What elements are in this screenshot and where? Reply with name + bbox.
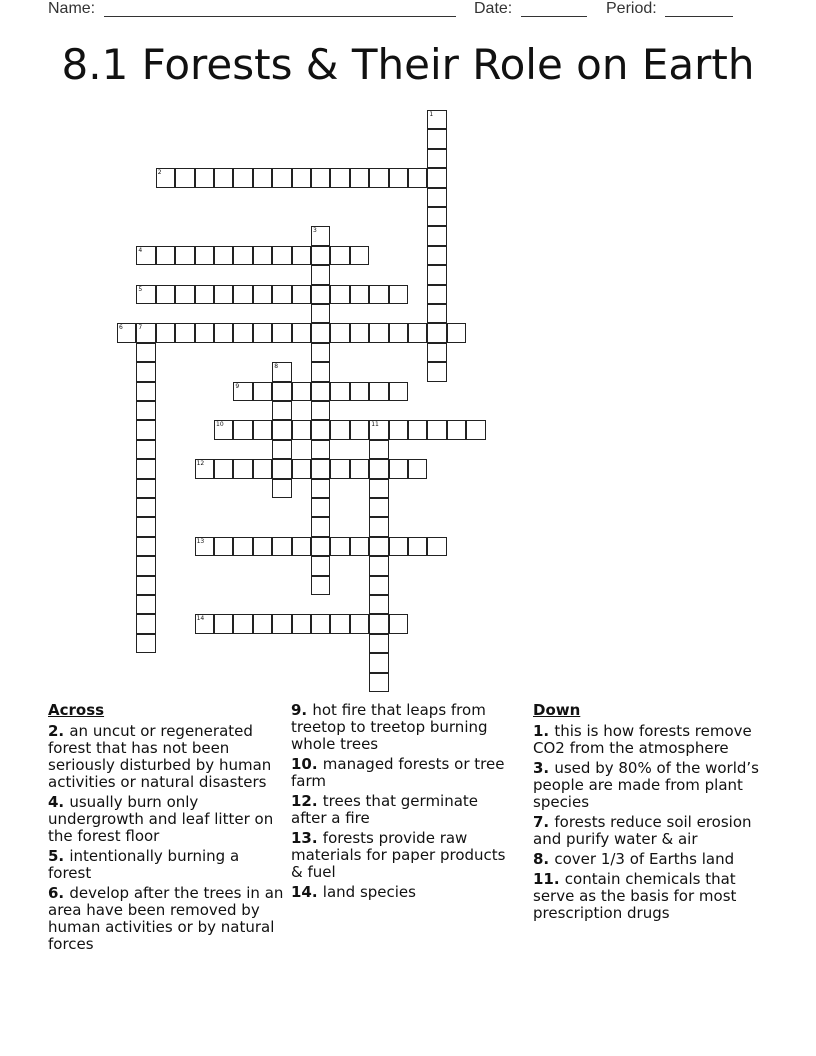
- crossword-cell[interactable]: [272, 285, 291, 304]
- crossword-cell[interactable]: [311, 537, 330, 556]
- crossword-cell[interactable]: [233, 537, 252, 556]
- crossword-cell[interactable]: [233, 420, 252, 439]
- clue-text: an uncut or regenerated forest that has not been seriously disturbed by human activities or natural disasters: [48, 722, 272, 791]
- crossword-cell[interactable]: [389, 420, 408, 439]
- clue-number: 6: [119, 324, 123, 332]
- crossword-cell[interactable]: [117, 323, 136, 342]
- crossword-cell[interactable]: [427, 168, 446, 187]
- clue-number: 10: [216, 421, 224, 429]
- crossword-cell[interactable]: [195, 285, 214, 304]
- crossword-cell[interactable]: [214, 168, 233, 187]
- crossword-cell[interactable]: [292, 323, 311, 342]
- crossword-cell[interactable]: [253, 537, 272, 556]
- crossword-cell[interactable]: [253, 614, 272, 633]
- crossword-cell[interactable]: [253, 246, 272, 265]
- clue-text: forests provide raw materials for paper products & fuel: [291, 829, 506, 881]
- crossword-cell[interactable]: [427, 110, 446, 129]
- clue-number: 3: [313, 227, 317, 235]
- crossword-cell[interactable]: [408, 537, 427, 556]
- crossword-cell[interactable]: [350, 323, 369, 342]
- crossword-cell[interactable]: [330, 246, 349, 265]
- clue-text: contain chemicals that serve as the basis for most prescription drugs: [533, 870, 737, 922]
- crossword-cell[interactable]: [292, 420, 311, 439]
- crossword-cell[interactable]: [156, 323, 175, 342]
- crossword-cell[interactable]: [427, 246, 446, 265]
- crossword-cell[interactable]: [214, 537, 233, 556]
- crossword-cell[interactable]: [272, 246, 291, 265]
- crossword-cell[interactable]: [136, 420, 155, 439]
- clue-number: 14: [196, 615, 205, 623]
- crossword-cell[interactable]: [233, 168, 252, 187]
- crossword-cell[interactable]: [175, 323, 194, 342]
- crossword-cell[interactable]: [136, 556, 155, 575]
- crossword-cell[interactable]: [369, 595, 388, 614]
- crossword-cell[interactable]: [311, 498, 330, 517]
- crossword-cell[interactable]: [408, 168, 427, 187]
- crossword-cell[interactable]: [292, 459, 311, 478]
- clue-number-label: 4.: [48, 793, 70, 811]
- crossword-cell[interactable]: [136, 576, 155, 595]
- crossword-cell[interactable]: [311, 304, 330, 323]
- crossword-cell[interactable]: [136, 479, 155, 498]
- crossword-cell[interactable]: [233, 459, 252, 478]
- crossword-cell[interactable]: [195, 323, 214, 342]
- crossword-cell[interactable]: [214, 614, 233, 633]
- clue-number: 12: [196, 460, 205, 468]
- down-clues-column: [533, 702, 773, 925]
- crossword-cell[interactable]: [292, 382, 311, 401]
- crossword-cell[interactable]: [136, 517, 155, 536]
- crossword-cell[interactable]: [427, 207, 446, 226]
- crossword-cell[interactable]: [369, 382, 388, 401]
- crossword-cell[interactable]: [427, 149, 446, 168]
- crossword-cell[interactable]: [330, 459, 349, 478]
- crossword-cell[interactable]: [330, 382, 349, 401]
- crossword-cell[interactable]: [136, 362, 155, 381]
- crossword-cell[interactable]: [253, 285, 272, 304]
- across-clue: [48, 794, 284, 845]
- crossword-cell[interactable]: [350, 420, 369, 439]
- crossword-cell[interactable]: [330, 285, 349, 304]
- crossword-cell[interactable]: [330, 168, 349, 187]
- clue-number: 11: [371, 421, 379, 429]
- crossword-cell[interactable]: [311, 362, 330, 381]
- crossword-cell[interactable]: [292, 246, 311, 265]
- crossword-cell[interactable]: [311, 343, 330, 362]
- down-clue: [533, 851, 773, 868]
- crossword-cell[interactable]: [272, 440, 291, 459]
- crossword-cell[interactable]: [292, 537, 311, 556]
- crossword-cell[interactable]: [389, 537, 408, 556]
- crossword-cell[interactable]: [311, 420, 330, 439]
- crossword-cell[interactable]: [175, 285, 194, 304]
- crossword-cell[interactable]: [136, 498, 155, 517]
- crossword-cell[interactable]: [311, 440, 330, 459]
- crossword-cell[interactable]: [311, 517, 330, 536]
- crossword-cell[interactable]: [408, 323, 427, 342]
- crossword-cell[interactable]: [427, 304, 446, 323]
- clue-number-label: 1.: [533, 722, 555, 740]
- crossword-cell[interactable]: [330, 323, 349, 342]
- crossword-cell[interactable]: [253, 382, 272, 401]
- across-clue: [291, 884, 517, 901]
- crossword-cell[interactable]: [214, 246, 233, 265]
- down-clue: [533, 723, 773, 757]
- crossword-cell[interactable]: [156, 246, 175, 265]
- crossword-cell[interactable]: [369, 653, 388, 672]
- crossword-cell[interactable]: [272, 168, 291, 187]
- across-clue: [291, 702, 517, 753]
- crossword-cell[interactable]: [311, 246, 330, 265]
- clue-number-label: 5.: [48, 847, 70, 865]
- crossword-cell[interactable]: [214, 285, 233, 304]
- crossword-cell[interactable]: [427, 537, 446, 556]
- crossword-cell[interactable]: [350, 614, 369, 633]
- crossword-cell[interactable]: [272, 420, 291, 439]
- clue-text: forests reduce soil erosion and purify water & air: [533, 813, 752, 848]
- crossword-cell[interactable]: [350, 285, 369, 304]
- crossword-cell[interactable]: [311, 459, 330, 478]
- crossword-cell[interactable]: [195, 459, 214, 478]
- clue-text: this is how forests remove CO2 from the atmosphere: [533, 722, 752, 757]
- crossword-cell[interactable]: [330, 537, 349, 556]
- clue-number-label: 11.: [533, 870, 565, 888]
- crossword-cell[interactable]: [175, 246, 194, 265]
- crossword-cell[interactable]: [156, 168, 175, 187]
- across-heading: Across: [48, 701, 105, 719]
- crossword-cell[interactable]: [369, 537, 388, 556]
- clue-text: develop after the trees in an area have been removed by human activities or by natural forces: [48, 884, 284, 953]
- crossword-cell[interactable]: [427, 129, 446, 148]
- crossword-cell[interactable]: [136, 323, 155, 342]
- clue-text: cover 1/3 of Earths land: [554, 850, 735, 868]
- crossword-cell[interactable]: [195, 537, 214, 556]
- crossword-cell[interactable]: [233, 285, 252, 304]
- crossword-cell[interactable]: [214, 323, 233, 342]
- crossword-cell[interactable]: [350, 168, 369, 187]
- clue-number-label: 7.: [533, 813, 555, 831]
- crossword-cell[interactable]: [311, 382, 330, 401]
- across-clue: [48, 885, 284, 953]
- crossword-cell[interactable]: [136, 382, 155, 401]
- crossword-cell[interactable]: [272, 614, 291, 633]
- date-label: Date:: [474, 0, 513, 17]
- crossword-cell[interactable]: [272, 362, 291, 381]
- clue-number-label: 3.: [533, 759, 555, 777]
- across-clue: [291, 756, 517, 790]
- crossword-cell[interactable]: [272, 382, 291, 401]
- crossword-cell[interactable]: [311, 401, 330, 420]
- page-title: 8.1 Forests & Their Role on Earth: [61, 40, 755, 89]
- crossword-cell[interactable]: [427, 226, 446, 245]
- crossword-cell[interactable]: [272, 459, 291, 478]
- crossword-cell[interactable]: [253, 459, 272, 478]
- crossword-cell[interactable]: [447, 323, 466, 342]
- crossword-cell[interactable]: [136, 537, 155, 556]
- crossword-cell[interactable]: [311, 168, 330, 187]
- crossword-cell[interactable]: [369, 576, 388, 595]
- clue-text: used by 80% of the world’s people are made from plant species: [533, 759, 759, 811]
- crossword-cell[interactable]: [389, 614, 408, 633]
- crossword-cell[interactable]: [175, 168, 194, 187]
- crossword-cell[interactable]: [369, 323, 388, 342]
- crossword-cell[interactable]: [136, 343, 155, 362]
- clue-number-label: 13.: [291, 829, 323, 847]
- crossword-cell[interactable]: [195, 246, 214, 265]
- crossword-cell[interactable]: [427, 265, 446, 284]
- crossword-cell[interactable]: [311, 556, 330, 575]
- period-label: Period:: [606, 0, 657, 17]
- crossword-cell[interactable]: [136, 634, 155, 653]
- crossword-cell[interactable]: [427, 420, 446, 439]
- crossword-cell[interactable]: [427, 343, 446, 362]
- clue-text: managed forests or tree farm: [291, 755, 505, 790]
- crossword-cell[interactable]: [253, 420, 272, 439]
- clue-number-label: 8.: [533, 850, 555, 868]
- crossword-cell[interactable]: [136, 285, 155, 304]
- crossword-cell[interactable]: [292, 614, 311, 633]
- crossword-cell[interactable]: [292, 168, 311, 187]
- clue-number: 2: [157, 169, 162, 177]
- down-clue: [533, 871, 773, 922]
- clue-number-label: 6.: [48, 884, 70, 902]
- crossword-cell[interactable]: [389, 382, 408, 401]
- clue-number-label: 10.: [291, 755, 323, 773]
- crossword-cell[interactable]: [447, 420, 466, 439]
- crossword-cell[interactable]: [311, 479, 330, 498]
- crossword-cell[interactable]: [136, 595, 155, 614]
- crossword-cell[interactable]: [233, 382, 252, 401]
- across-clues-column-2: [291, 702, 517, 904]
- crossword-cell[interactable]: [369, 168, 388, 187]
- crossword-cell[interactable]: [311, 614, 330, 633]
- clue-number: 7: [138, 324, 143, 332]
- crossword-cell[interactable]: [272, 479, 291, 498]
- crossword-cell[interactable]: [136, 440, 155, 459]
- crossword-cell[interactable]: [311, 265, 330, 284]
- crossword-cell[interactable]: [253, 168, 272, 187]
- crossword-cell[interactable]: [136, 614, 155, 633]
- crossword-cell[interactable]: [136, 459, 155, 478]
- crossword-cell[interactable]: [214, 459, 233, 478]
- crossword-cell[interactable]: [369, 285, 388, 304]
- clue-number: 9: [235, 382, 240, 390]
- crossword-cell[interactable]: [311, 285, 330, 304]
- crossword-cell[interactable]: [272, 537, 291, 556]
- crossword-cell[interactable]: [369, 556, 388, 575]
- crossword-cell[interactable]: [389, 285, 408, 304]
- clue-number-label: 12.: [291, 792, 323, 810]
- crossword-cell[interactable]: [369, 440, 388, 459]
- crossword-cell[interactable]: [272, 401, 291, 420]
- crossword-cell[interactable]: [427, 362, 446, 381]
- crossword-cell[interactable]: [330, 420, 349, 439]
- crossword-cell[interactable]: [369, 479, 388, 498]
- down-heading: Down: [533, 701, 581, 719]
- crossword-cell[interactable]: [136, 401, 155, 420]
- down-clue: [533, 760, 773, 811]
- crossword-cell[interactable]: [427, 188, 446, 207]
- crossword-cell[interactable]: [214, 420, 233, 439]
- crossword-cell[interactable]: [369, 673, 388, 692]
- crossword-cell[interactable]: [427, 323, 446, 342]
- crossword-cell[interactable]: [156, 285, 175, 304]
- crossword-cell[interactable]: [195, 168, 214, 187]
- crossword-cell[interactable]: [311, 323, 330, 342]
- crossword-cell[interactable]: [233, 614, 252, 633]
- clue-number: 4: [138, 246, 143, 254]
- crossword-cell[interactable]: [389, 323, 408, 342]
- crossword-cell[interactable]: [466, 420, 485, 439]
- clue-number: 8: [274, 363, 279, 371]
- crossword-cell[interactable]: [311, 576, 330, 595]
- clue-text: trees that germinate after a fire: [291, 792, 479, 827]
- clue-number: 5: [138, 285, 143, 293]
- name-label: Name:: [48, 0, 96, 17]
- across-clue: [48, 723, 284, 791]
- across-clue: [291, 830, 517, 881]
- clue-number-label: 14.: [291, 883, 323, 901]
- crossword-cell[interactable]: [389, 168, 408, 187]
- clue-text: land species: [322, 883, 416, 901]
- crossword-cell[interactable]: [195, 614, 214, 633]
- crossword-cell[interactable]: [272, 323, 291, 342]
- clue-number-label: 9.: [291, 701, 313, 719]
- crossword-cell[interactable]: [369, 420, 388, 439]
- crossword-cell[interactable]: [389, 459, 408, 478]
- down-clue: [533, 814, 773, 848]
- clue-text: usually burn only undergrowth and leaf litter on the forest floor: [48, 793, 274, 845]
- clue-number: 1: [429, 111, 434, 118]
- crossword-cell[interactable]: [253, 323, 272, 342]
- clue-text: intentionally burning a forest: [48, 847, 240, 882]
- across-clue: [291, 793, 517, 827]
- across-clues-column: [48, 702, 284, 956]
- crossword-cell[interactable]: [350, 459, 369, 478]
- crossword-cell[interactable]: [292, 285, 311, 304]
- clue-number-label: 2.: [48, 722, 70, 740]
- crossword-cell[interactable]: [330, 614, 349, 633]
- clue-text: hot fire that leaps from treetop to treetop burning whole trees: [291, 701, 488, 753]
- crossword-cell[interactable]: [408, 459, 427, 478]
- crossword-cell[interactable]: [427, 285, 446, 304]
- crossword-cell[interactable]: [233, 246, 252, 265]
- across-clue: [48, 848, 284, 882]
- crossword-cell[interactable]: [350, 382, 369, 401]
- crossword-cell[interactable]: [233, 323, 252, 342]
- crossword-cell[interactable]: [311, 226, 330, 245]
- crossword-cell[interactable]: [369, 459, 388, 478]
- crossword-cell[interactable]: [369, 517, 388, 536]
- crossword-cell[interactable]: [136, 246, 155, 265]
- crossword-cell[interactable]: [350, 246, 369, 265]
- crossword-cell[interactable]: [408, 420, 427, 439]
- crossword-cell[interactable]: [369, 498, 388, 517]
- clue-number: 13: [196, 537, 205, 545]
- crossword-cell[interactable]: [350, 537, 369, 556]
- crossword-cell[interactable]: [369, 614, 388, 633]
- crossword-cell[interactable]: [369, 634, 388, 653]
